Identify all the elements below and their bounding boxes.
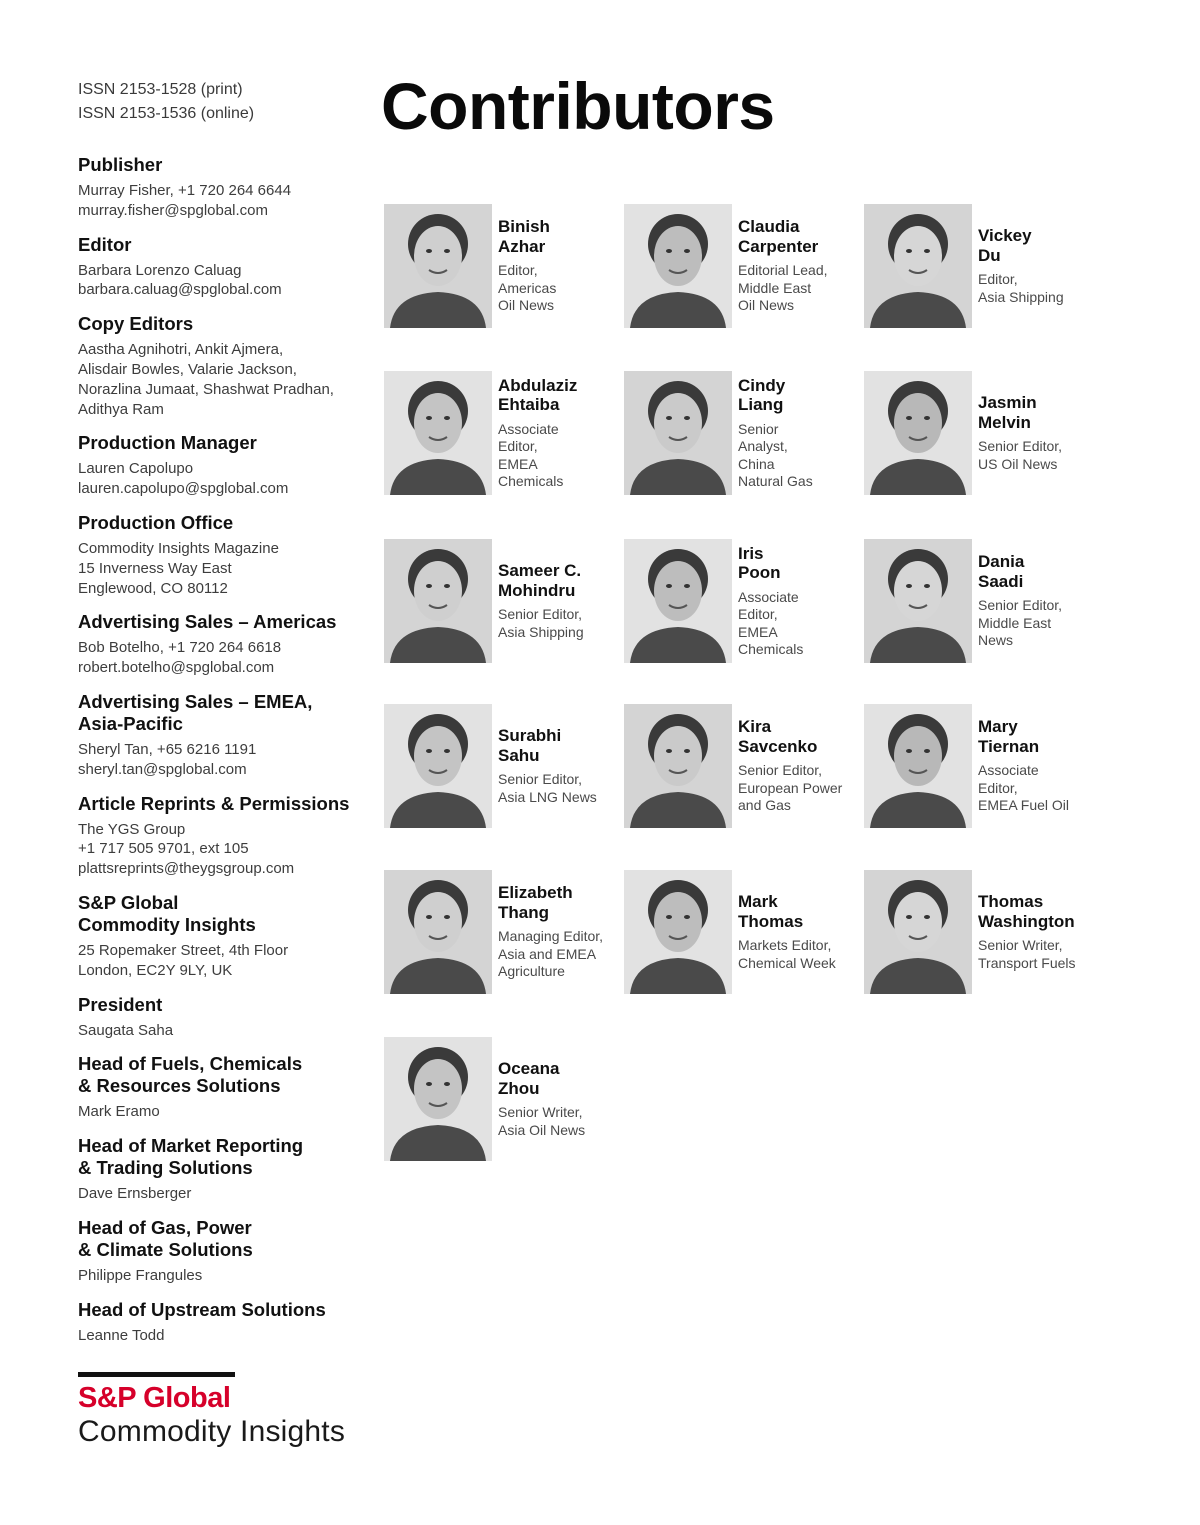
contributor-photo <box>864 204 972 328</box>
contributor-first-name: Sameer C. <box>498 561 582 580</box>
masthead-body: Sheryl Tan, +65 6216 1191 sheryl.tan@spglobal.com <box>78 740 257 778</box>
contributor-first-name: Thomas <box>978 892 1044 911</box>
masthead-body: Barbara Lorenzo Caluag barbara.caluag@spglobal.com <box>78 261 282 299</box>
contributor-card <box>624 371 854 499</box>
contributor-photo <box>624 539 732 663</box>
contributor-card <box>624 704 854 832</box>
contributor-info <box>978 371 1102 495</box>
contributor-photo <box>384 704 492 828</box>
contributor-photo <box>384 539 492 663</box>
contributor-role: Markets Editor, Chemical Week <box>738 937 836 971</box>
contributor-photo <box>384 371 492 495</box>
contributor-role: Senior Editor, European Power and Gas <box>738 762 843 814</box>
contributor-role: Associate Editor, EMEA Chemicals <box>498 420 564 489</box>
contributor-card <box>624 539 854 667</box>
masthead-heading: Head of Upstream Solutions <box>78 1298 326 1320</box>
masthead-heading: Production Manager <box>78 432 257 454</box>
masthead-body: Aastha Agnihotri, Ankit Ajmera, Alisdair Bowles, Valarie Jackson, Norazlina Jumaat, Shashwat Pradhan, Adithya Ram <box>78 341 334 418</box>
contributor-info <box>498 704 622 828</box>
contributor-card <box>384 539 614 667</box>
masthead-body: Commodity Insights Magazine 15 Inverness Way East Englewood, CO 80112 <box>78 539 279 597</box>
masthead-body: Mark Eramo <box>78 1103 160 1121</box>
contributor-photo <box>624 704 732 828</box>
contributor-first-name: Oceana <box>498 1059 560 1078</box>
contributor-last-name: Mohindru <box>498 580 576 600</box>
masthead-body: The YGS Group +1 717 505 9701, ext 105 plattsreprints@theygsgroup.com <box>78 820 295 878</box>
masthead-heading: Copy Editors <box>78 313 194 335</box>
contributor-info <box>498 870 622 994</box>
contributor-role: Senior Writer, Asia Oil News <box>498 1104 586 1138</box>
contributor-last-name: Zhou <box>498 1078 540 1098</box>
contributor-last-name: Azhar <box>498 236 546 256</box>
logo-subtitle: Commodity Insights <box>78 1415 346 1448</box>
logo-brand: S&P Global <box>78 1382 231 1414</box>
contributor-last-name: Thomas <box>738 911 804 931</box>
contributor-card <box>384 1037 614 1165</box>
contributor-photo <box>864 539 972 663</box>
masthead-heading: Head of Gas, Power & Climate Solutions <box>78 1216 253 1260</box>
masthead-heading: Head of Market Reporting & Trading Solutions <box>78 1135 304 1179</box>
contributor-role: Editorial Lead, Middle East Oil News <box>738 262 828 314</box>
masthead-heading: S&P Global Commodity Insights <box>78 891 256 935</box>
contributor-card <box>864 870 1094 998</box>
contributor-first-name: Kira <box>738 717 772 737</box>
contributor-info <box>978 204 1102 328</box>
contributor-info <box>738 204 862 328</box>
contributor-card <box>384 704 614 832</box>
contributor-card <box>864 371 1094 499</box>
contributor-last-name: Ehtaiba <box>498 395 560 414</box>
contributor-info <box>978 704 1102 828</box>
contributor-last-name: Liang <box>738 395 784 414</box>
contributor-role: Editor, Asia Shipping <box>978 271 1064 305</box>
contributor-info <box>978 870 1102 994</box>
page-title: Contributors <box>381 69 775 143</box>
masthead-body: Dave Ernsberger <box>78 1185 192 1203</box>
contributor-role: Senior Editor, Middle East News <box>978 597 1063 649</box>
contributor-card <box>384 204 614 332</box>
contributor-role: Senior Editor, Asia LNG News <box>498 771 597 805</box>
masthead-heading: Publisher <box>78 154 163 175</box>
contributor-last-name: Thang <box>498 902 549 922</box>
contributor-photo <box>864 870 972 994</box>
contributor-first-name: Claudia <box>738 217 800 237</box>
issn-online: ISSN 2153-1536 (online) <box>78 105 255 122</box>
masthead-body: Philippe Frangules <box>78 1266 203 1284</box>
contributor-info <box>738 704 862 828</box>
masthead-heading: Advertising Sales – Americas <box>78 611 337 633</box>
contributor-first-name: Elizabeth <box>498 883 573 903</box>
masthead-heading: Advertising Sales – EMEA, Asia-Pacific <box>78 690 313 734</box>
contributor-role: Managing Editor, Asia and EMEA Agriculture <box>498 928 604 980</box>
contributor-role: Senior Editor, Asia Shipping <box>498 606 584 640</box>
contributor-info <box>738 539 862 663</box>
contributor-photo <box>384 870 492 994</box>
masthead-body: Lauren Capolupo lauren.capolupo@spglobal.com <box>78 460 289 498</box>
contributor-info <box>498 371 622 495</box>
contributor-photo <box>864 371 972 495</box>
masthead-body: 25 Ropemaker Street, 4th Floor London, EC2Y 9LY, UK <box>78 941 289 979</box>
contributor-info <box>498 1037 622 1161</box>
contributor-first-name: Binish <box>498 217 550 237</box>
contributor-info <box>498 204 622 328</box>
contributor-card <box>864 704 1094 832</box>
contributor-last-name: Saadi <box>978 571 1024 591</box>
contributor-card <box>384 371 614 499</box>
contributor-first-name: Surabhi <box>498 726 562 745</box>
contributor-first-name: Vickey <box>978 226 1032 245</box>
contributor-photo <box>624 204 732 328</box>
contributor-last-name: Savcenko <box>738 736 818 756</box>
contributor-card <box>624 204 854 332</box>
contributor-info <box>738 371 862 495</box>
contributor-photo <box>864 704 972 828</box>
contributor-photo <box>384 204 492 328</box>
contributor-last-name: Carpenter <box>738 236 819 256</box>
contributor-card <box>624 870 854 998</box>
contributor-first-name: Abdulaziz <box>498 375 578 395</box>
contributor-photo <box>624 371 732 495</box>
masthead-body: Saugata Saha <box>78 1021 174 1039</box>
contributor-card <box>864 204 1094 332</box>
contributor-last-name: Sahu <box>498 745 540 765</box>
contributor-role: Associate Editor, EMEA Chemicals <box>738 588 804 657</box>
masthead-heading: Editor <box>78 233 132 255</box>
masthead-heading: President <box>78 993 163 1015</box>
contributor-first-name: Dania <box>978 552 1025 572</box>
contributor-last-name: Tiernan <box>978 736 1040 756</box>
contributor-info <box>978 539 1102 663</box>
contributor-first-name: Cindy <box>738 375 786 395</box>
contributor-first-name: Iris <box>738 543 764 563</box>
contributor-role: Senior Editor, US Oil News <box>978 438 1063 472</box>
contributor-first-name: Jasmin <box>978 393 1037 412</box>
contributor-photo <box>624 870 732 994</box>
contributor-photo <box>384 1037 492 1161</box>
contributor-role: Editor, Americas Oil News <box>498 262 557 314</box>
masthead-heading: Head of Fuels, Chemicals & Resources Solutions <box>78 1053 303 1097</box>
contributor-info <box>498 539 622 663</box>
contributor-last-name: Poon <box>738 563 781 582</box>
masthead-heading: Article Reprints & Permissions <box>78 792 350 814</box>
masthead-heading: Production Office <box>78 511 234 533</box>
issn-print: ISSN 2153-1528 (print) <box>78 81 243 98</box>
contributor-role: Senior Analyst, China Natural Gas <box>738 420 813 489</box>
contributor-last-name: Du <box>978 245 1001 265</box>
contributor-card <box>384 870 614 998</box>
contributor-role: Senior Writer, Transport Fuels <box>978 937 1076 971</box>
contributor-info <box>738 870 862 994</box>
contributor-last-name: Washington <box>978 911 1075 931</box>
contributor-first-name: Mary <box>978 717 1018 737</box>
masthead-body: Leanne Todd <box>78 1326 165 1344</box>
contributor-first-name: Mark <box>738 892 778 911</box>
masthead-body: Murray Fisher, +1 720 264 6644 murray.fisher@spglobal.com <box>78 182 292 219</box>
contributor-last-name: Melvin <box>978 412 1031 432</box>
masthead-body: Bob Botelho, +1 720 264 6618 robert.botelho@spglobal.com <box>78 639 282 677</box>
contributor-role: Associate Editor, EMEA Fuel Oil <box>978 762 1070 814</box>
contributor-card <box>864 539 1094 667</box>
